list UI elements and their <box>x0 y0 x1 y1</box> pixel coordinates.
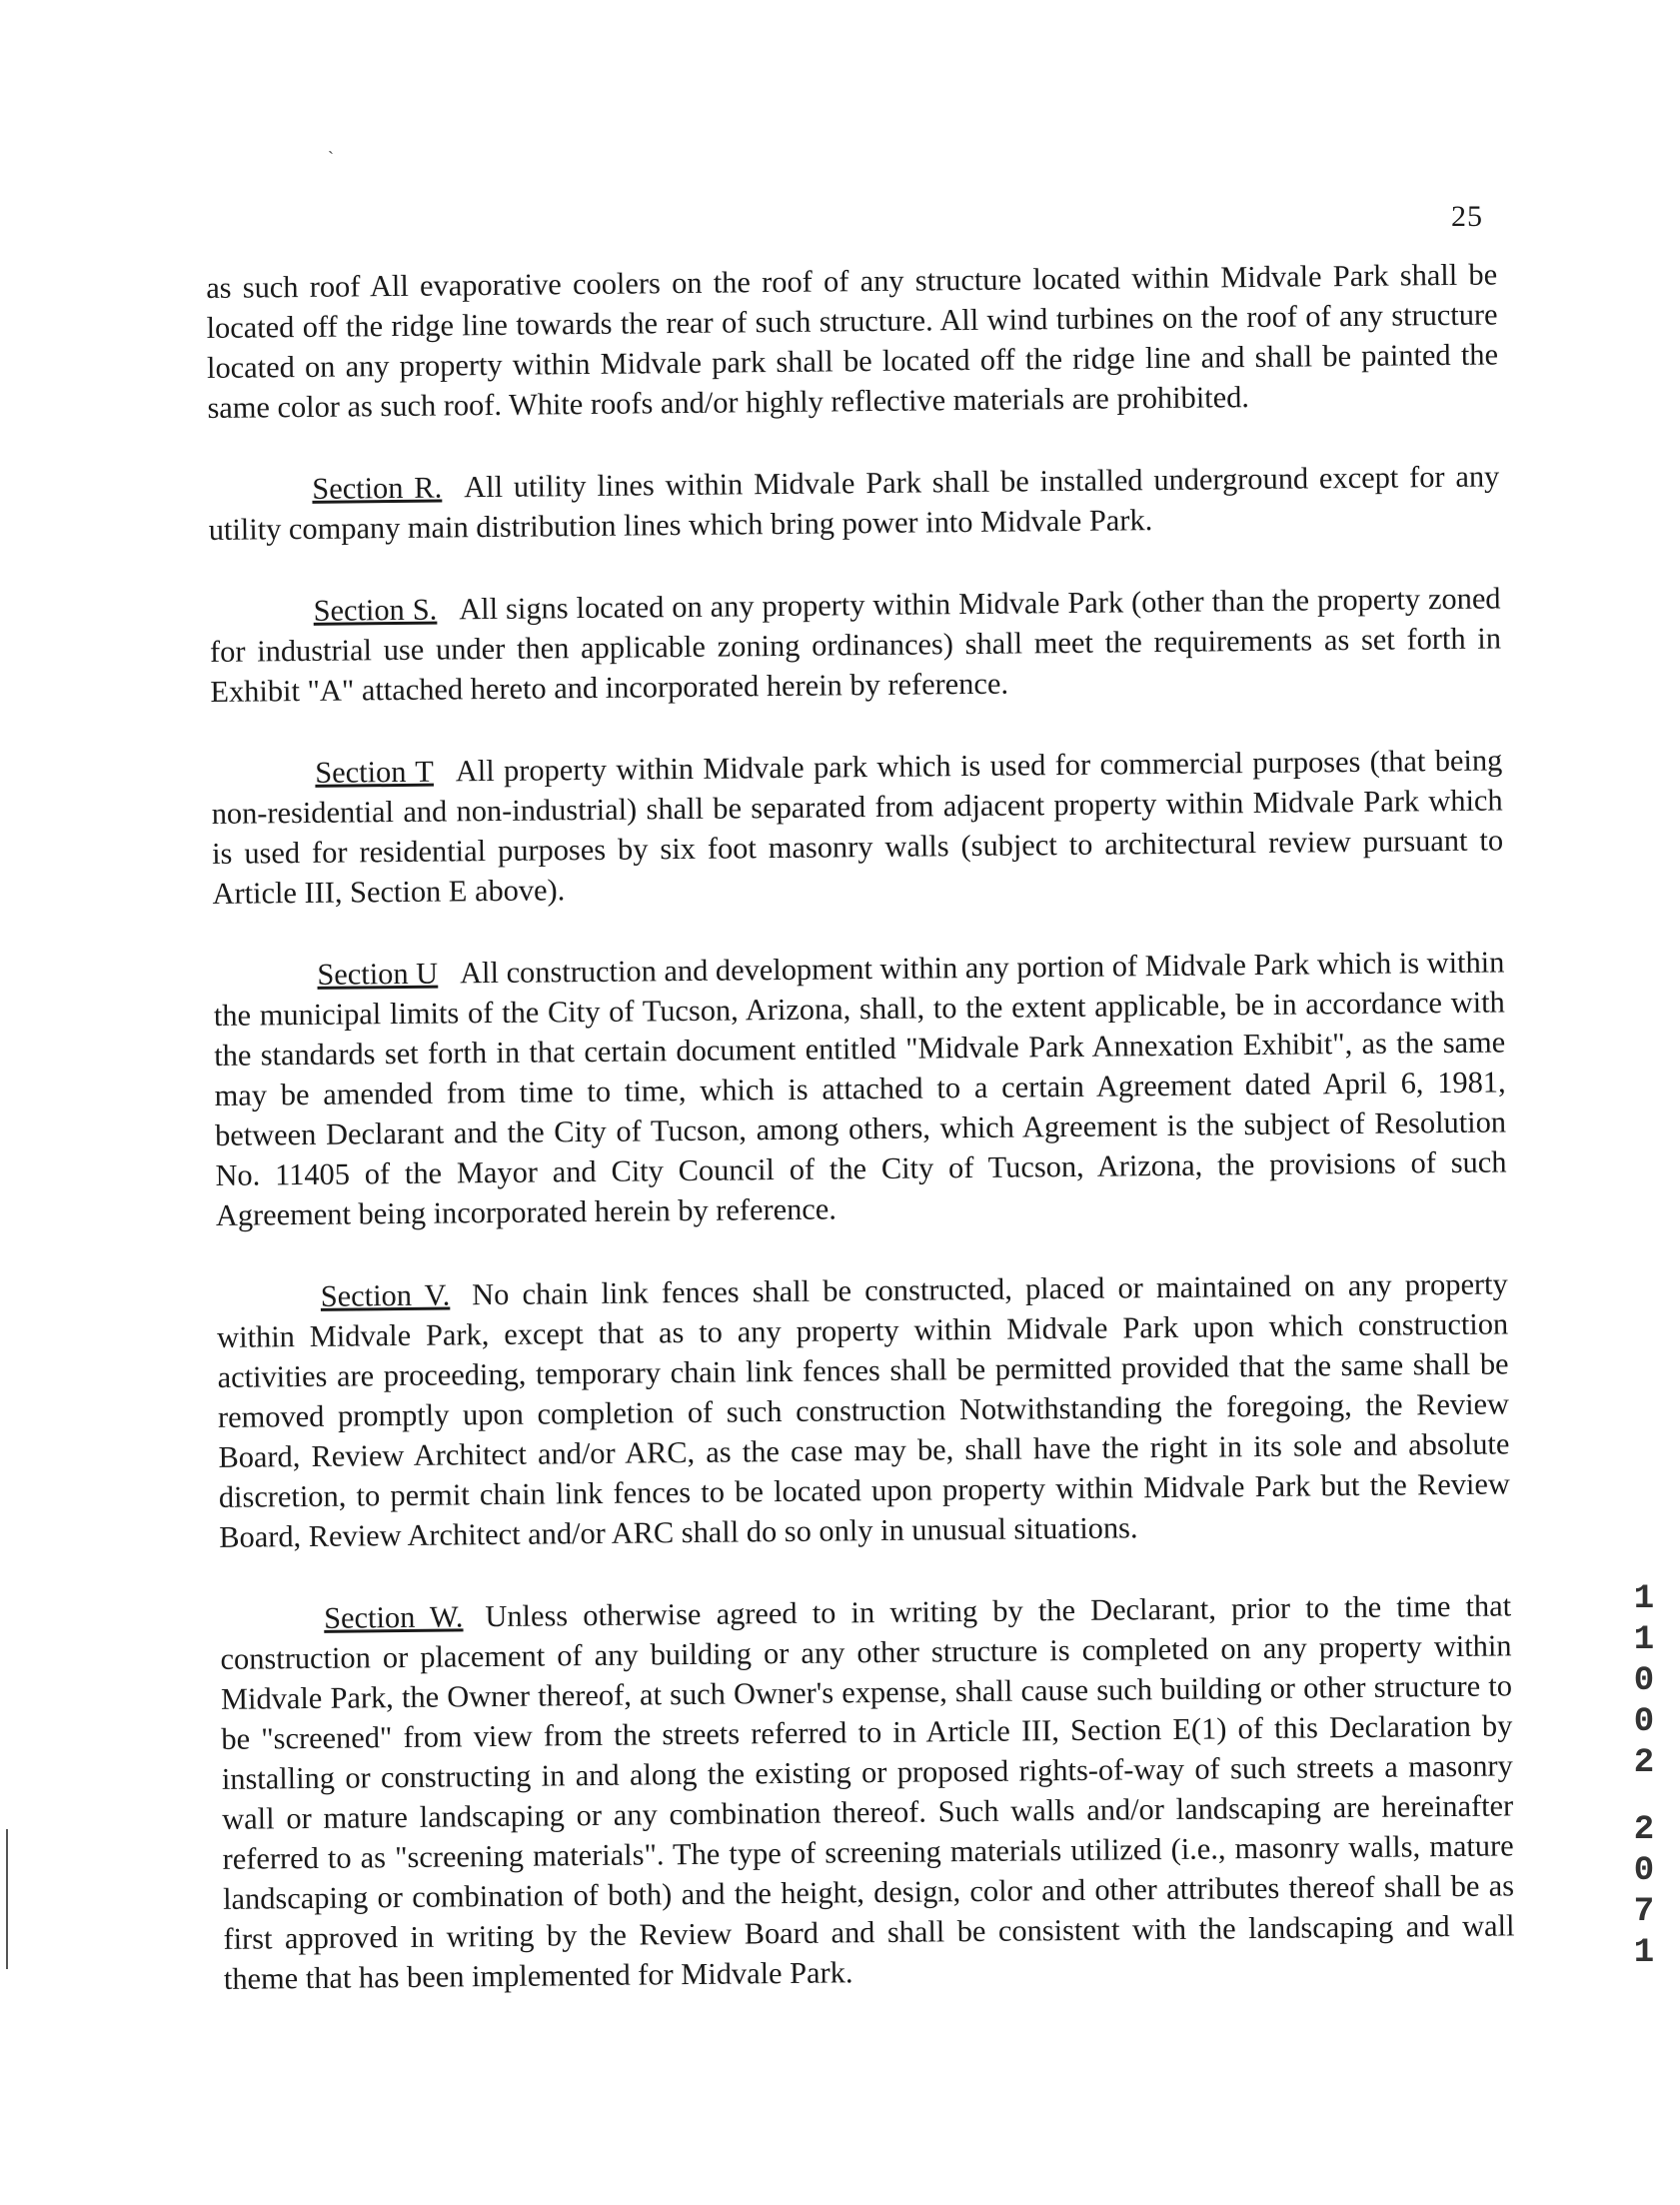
section-label: Section R. <box>312 470 443 506</box>
section-label: Section U <box>317 956 439 992</box>
stamp-top-digits: 11002 <box>1633 1580 1655 1782</box>
paragraph-text: All construction and development within any portion of Midvale Park which is within the municipal limits of the City of Tucson, Arizona, shall, to the extent applicable, be in accordance with the standards set forth in that certain document entitled "Midvale Park Annexation Exhibit", as the same may be amended from time to time, which is attached to a certain Agreement dated April 6, 1981, between Declarant and the City of Tucson, among others, which Agreement is the subject of Resolution No. 11405 of the Mayor and City Council of the City of Tucson, Arizona, the provisions of such Agreement being incorporated herein by reference. <box>213 945 1507 1232</box>
paragraph-text: as such roof All evaporative coolers on the roof of any structure located within Midvale Park shall be located off the ridge line towards the rear of such structure. All wind turbines on the roof of any structure located on any property within Midvale park shall be located off the ridge line and shall be painted the same color as such roof. White roofs and/or highly reflective materials are prohibited. <box>206 257 1499 425</box>
section-u <box>213 942 1507 1235</box>
stamp-bottom-digits: 2071 <box>1633 1811 1655 1972</box>
paragraph-text: All property within Midvale park which is used for commercial purposes (that being non-residential and non-industrial) shall be separated from adjacent property within Midvale Park which is used for residential purposes by six foot masonry walls (subject to architectural review pursuant to Article III, Section E above). <box>211 743 1504 911</box>
paragraph-text: No chain link fences shall be constructed, placed or maintained on any property within Midvale Park, except that as to any property within Midvale Park upon which construction activities are proceeding, temporary chain link fences shall be permitted provided that the same shall be removed promptly upon completion of such construction Notwithstanding the foregoing, the Review Board, Review Architect and/or ARC, as the case may be, shall have the right in its sole and absolute discretion, to permit chain link fences to be located upon property within Midvale Park but the Review Board, Review Architect and/or ARC shall do so only in unusual situations. <box>217 1266 1510 1554</box>
section-label: Section W. <box>323 1599 464 1635</box>
page-number: 25 <box>1451 200 1483 233</box>
section-r <box>208 456 1500 550</box>
paragraph-text: All utility lines within Midvale Park shall be installed underground except for any utility company main distribution lines which bring power into Midvale Park. <box>208 459 1500 547</box>
section-v <box>217 1263 1511 1557</box>
section-s <box>209 578 1501 712</box>
section-label: Section S. <box>313 592 438 628</box>
margin-scan-line <box>6 1829 8 1969</box>
body-text <box>206 254 1516 2040</box>
paragraph-text: All signs located on any property within Midvale Park (other than the property zoned for industrial use under then applicable zoning ordinances) shall meet the requirements as set forth in Exhibit "A" attached hereto and incorporated herein by reference. <box>209 581 1502 709</box>
paragraph-text: Unless otherwise agreed to in writing by the Declarant, prior to the time that construction or placement of any building or any other structure is completed on any property within Midvale Park, the Owner thereof, at such Owner's expense, shall cause such building or other structure to be "screened" from view from the streets referred to in Article III, Section E(1) of this Declaration by installing or constructing in and along the existing or proposed rights-of-way of such streets a masonry wall or mature landscaping or any combination thereof. Such walls and/or landscaping are hereinafter referred to as "screening materials". The type of screening materials utilized (i.e., masonry walls, mature landscaping or combination of both) and the height, design, color and other attributes thereof shall be as first approved in writing by the Review Board and shall be consistent with the landscaping and wall theme that has been implemented for Midvale Park. <box>220 1588 1515 1996</box>
recording-number-stamp <box>1627 1579 1661 1974</box>
section-w <box>220 1585 1515 1999</box>
section-t <box>211 740 1504 914</box>
section-label: Section T <box>315 754 435 790</box>
stray-scan-mark: ˎ <box>328 134 334 154</box>
section-label: Section V. <box>320 1277 451 1313</box>
paragraph-continuation <box>206 254 1499 428</box>
